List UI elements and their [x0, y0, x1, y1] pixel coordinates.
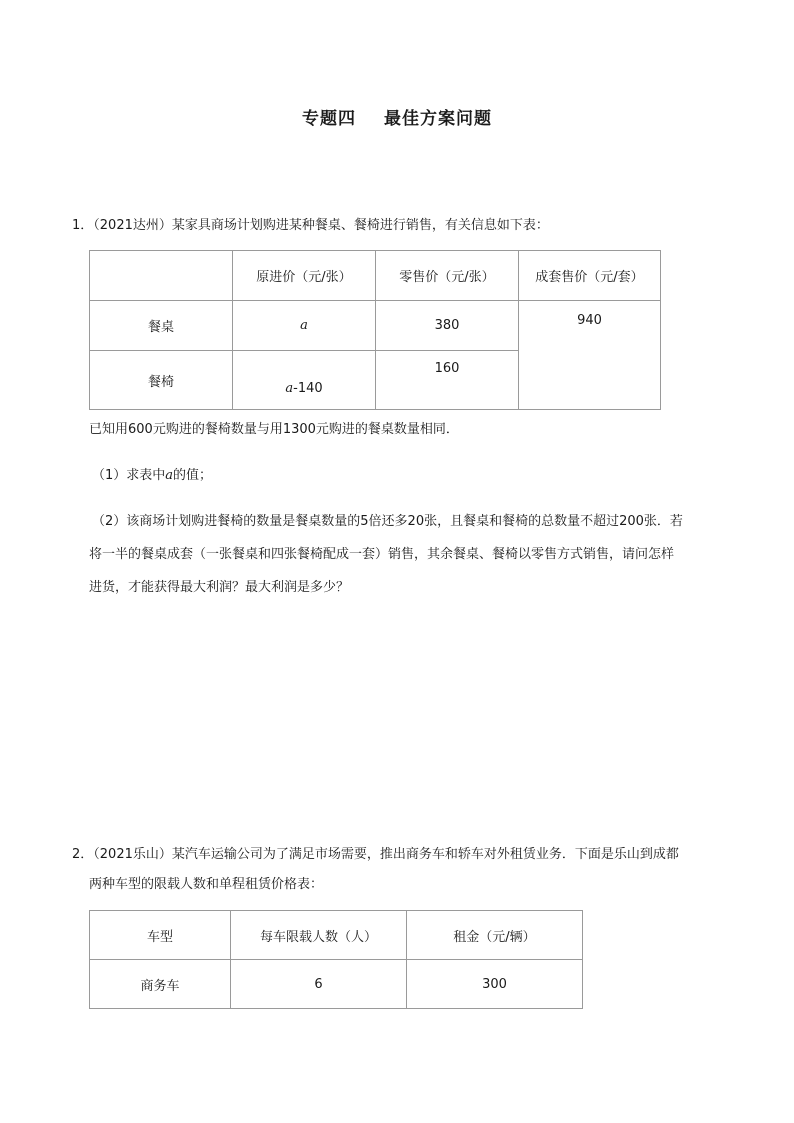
table-cell: 餐椅: [90, 351, 233, 410]
subquestion-prefix: （1）求表中: [92, 468, 166, 483]
table-header-cell: 车型: [90, 911, 231, 960]
question-2-line: 两种车型的限载人数和单程租赁价格表：: [89, 877, 324, 892]
question-number: 2．: [72, 847, 94, 862]
table-row: [90, 960, 583, 1009]
table-header-row: [90, 911, 583, 960]
question-2-intro: [72, 843, 679, 862]
table-cell: 380: [376, 301, 519, 351]
table-header-cell: [90, 251, 233, 301]
subquestion-1: [92, 464, 212, 483]
title-part2: 最佳方案问题: [384, 109, 492, 129]
question-text: （2021乐山）某汽车运输公司为了满足市场需要，推出商务车和轿车对外租赁业务．下面是乐山到成都: [93, 847, 679, 862]
page-title: [0, 104, 794, 129]
table-cell-set-price: 940: [519, 301, 661, 410]
table-cell: 6: [231, 960, 407, 1009]
furniture-price-table: [89, 250, 661, 410]
subquestion-suffix: 的值；: [173, 468, 213, 483]
known-condition: 已知用600元购进的餐椅数量与用1300元购进的餐桌数量相同．: [89, 422, 459, 437]
table-header-cell: 成套售价（元/套）: [519, 251, 661, 301]
table-cell: 餐桌: [90, 301, 233, 351]
subquestion-2-line: （2）该商场计划购进餐椅的数量是餐桌数量的5倍还多20张，且餐桌和餐椅的总数量不超过200张．若: [92, 514, 683, 529]
table-header-cell: 原进价（元/张）: [233, 251, 376, 301]
title-part1: 专题四: [302, 109, 356, 129]
subquestion-2-line: 进货，才能获得最大利润？最大利润是多少？: [89, 580, 350, 595]
question-number: 1．: [72, 218, 94, 233]
subquestion-2-line: 将一半的餐桌成套（一张餐桌和四张餐椅配成一套）销售，其余餐桌、餐椅以零售方式销售，请问怎样: [89, 547, 675, 562]
variable-a: a: [300, 318, 308, 333]
table-header-cell: 零售价（元/张）: [376, 251, 519, 301]
table-cell: [233, 351, 376, 410]
table-header-cell: 每车限载人数（人）: [231, 911, 407, 960]
table-cell: 300: [407, 960, 583, 1009]
cost-suffix: -140: [293, 380, 323, 396]
question-text: （2021达州）某家具商场计划购进某种餐桌、餐椅进行销售，有关信息如下表：: [93, 218, 549, 233]
table-cell: 160: [376, 351, 519, 410]
question-1-intro: [72, 214, 549, 233]
variable-a: a: [165, 468, 174, 483]
table-cell: [233, 301, 376, 351]
table-header-row: [90, 251, 661, 301]
variable-a: a: [285, 380, 294, 396]
table-row: [90, 301, 661, 351]
vehicle-rental-table: [89, 910, 583, 1009]
table-cell: 商务车: [90, 960, 231, 1009]
table-header-cell: 租金（元/辆）: [407, 911, 583, 960]
